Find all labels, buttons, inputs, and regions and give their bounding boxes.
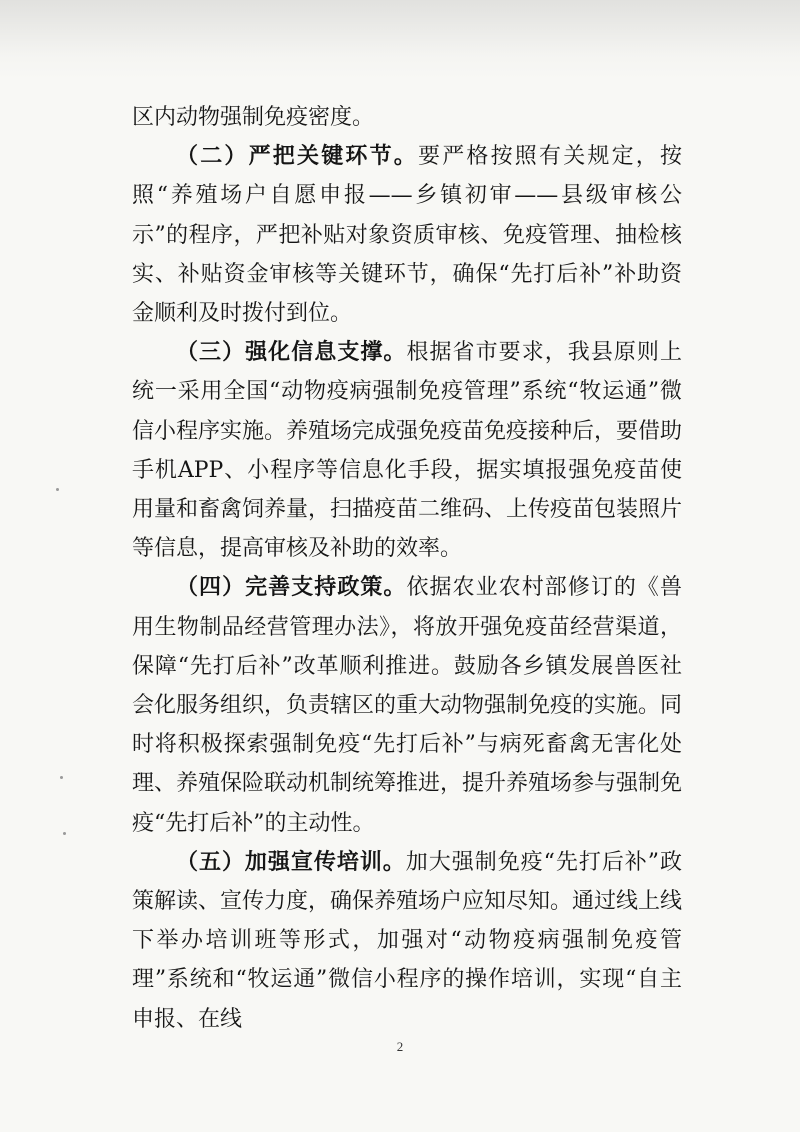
section-3-text: 根据省市要求，我县原则上统一采用全国“动物疫病强制免疫管理”系统“牧运通”微信小程序实施。养殖场完成强免疫苗免疫接种后，要借助手机APP、小程序等信息化手段，据实填报强免疫苗使用量和畜禽饲养量，扫描疫苗二维码、上传疫苗包装照片等信息，提高审核及补助的效率。: [132, 340, 683, 562]
document-body: [132, 98, 682, 1039]
section-4-heading: （四）完善支持政策。: [176, 574, 407, 601]
scan-speck: [56, 488, 59, 491]
section-5-heading: （五）加强宣传培训。: [176, 848, 406, 875]
section-3-heading: （三）强化信息支撑。: [176, 339, 407, 366]
section-2-heading: （二）严把关键环节。: [176, 143, 418, 170]
section-3: [132, 333, 682, 568]
section-4-text: 依据农业农村部修订的《兽用生物制品经营管理办法》，将放开强免疫苗经营渠道，保障“先打后补”改革顺利推进。鼓励各乡镇发展兽医社会化服务组织，负责辖区的重大动物强制免疫的实施。同时将积极探索强制免疫“先打后补”与病死畜禽无害化处理、养殖保险联动机制统筹推进，提升养殖场参与强制免疫“先打后补”的主动性。: [132, 575, 683, 836]
section-4: [132, 568, 682, 842]
scan-speck: [63, 832, 66, 835]
section-2-text: 要严格按照有关规定，按照“养殖场户自愿申报——乡镇初审——县级审核公示”的程序，严把补贴对象资质审核、免疫管理、抽检核实、补贴资金审核等关键环节，确保“先打后补”补助资金顺利及时拨付到位。: [132, 144, 682, 327]
scan-shadow: [0, 0, 800, 80]
opening-fragment: 区内动物强制免疫密度。: [132, 105, 375, 130]
section-5: [132, 843, 682, 1039]
page-number: 2: [396, 1039, 404, 1054]
section-5-text: 加大强制免疫“先打后补”政策解读、宣传力度，确保养殖场户应知尽知。通过线上线下举办培训班等形式，加强对“动物疫病强制免疫管理”系统和“牧运通”微信小程序的操作培训，实现“自主申报、在线: [132, 849, 683, 1032]
section-2: [132, 137, 682, 333]
scan-speck: [60, 776, 63, 779]
